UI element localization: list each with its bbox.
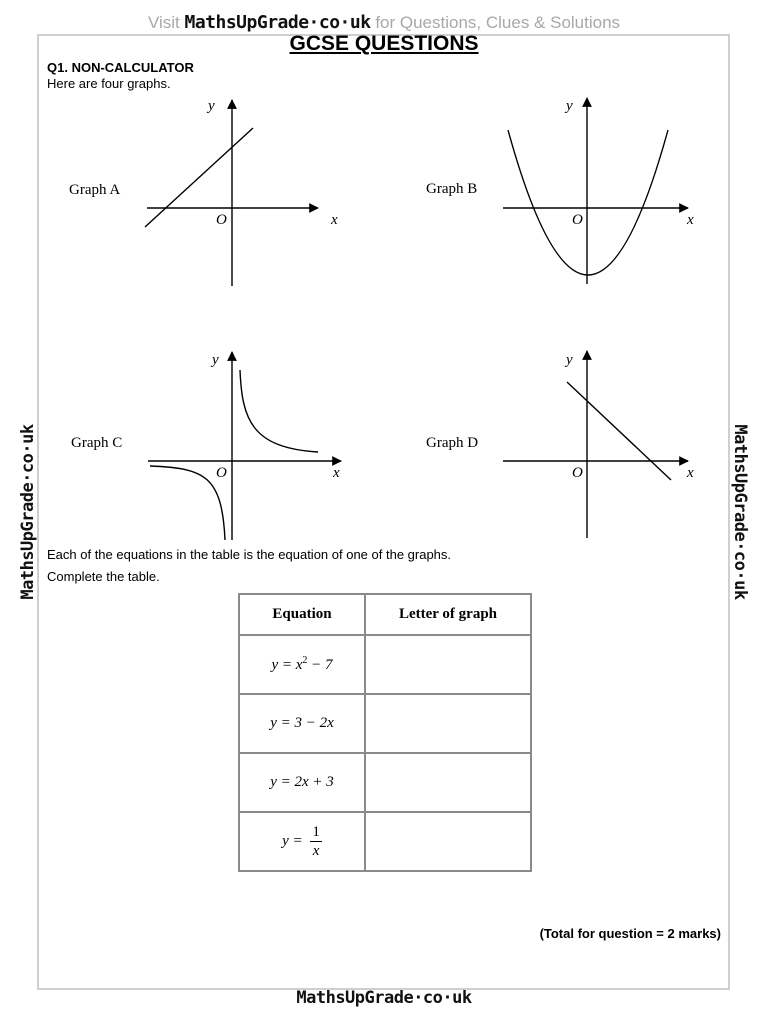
graph-c-curve-lower bbox=[150, 466, 225, 540]
answer-cell[interactable] bbox=[365, 812, 531, 871]
equation-cell: y = 3 − 2x bbox=[239, 694, 365, 753]
question-heading: Q1. NON-CALCULATOR bbox=[47, 60, 194, 75]
graph-d-origin: O bbox=[572, 465, 583, 481]
table-row bbox=[239, 694, 531, 753]
graph-c-label: Graph C bbox=[71, 435, 123, 451]
question-intro: Here are four graphs. bbox=[47, 76, 171, 91]
graph-a-x-label: x bbox=[331, 212, 338, 228]
banner-brand-logo: MathsUpGrade·co·uk bbox=[184, 12, 371, 33]
fraction bbox=[310, 823, 322, 860]
watermark-right: MathsUpGrade·co·uk bbox=[730, 424, 750, 600]
banner-tagline: for Questions, Clues & Solutions bbox=[375, 13, 621, 32]
instruction-line-2: Complete the table. bbox=[47, 569, 160, 584]
graph-b-origin: O bbox=[572, 212, 583, 228]
graph-b-label: Graph B bbox=[426, 181, 478, 197]
watermark-left: MathsUpGrade·co·uk bbox=[18, 424, 38, 600]
graph-c bbox=[71, 352, 341, 540]
equation-part: − 7 bbox=[307, 657, 333, 673]
graph-b-y-label: y bbox=[566, 98, 573, 114]
graph-a-y-label: y bbox=[208, 98, 215, 114]
answer-cell[interactable] bbox=[365, 635, 531, 694]
total-marks: (Total for question = 2 marks) bbox=[539, 926, 721, 941]
header-letter-of-graph: Letter of graph bbox=[365, 594, 531, 635]
graph-b-x-label: x bbox=[687, 212, 694, 228]
table-header-row bbox=[239, 594, 531, 635]
graph-d-x-label: x bbox=[687, 465, 694, 481]
answer-cell[interactable] bbox=[365, 694, 531, 753]
footer-brand-logo: MathsUpGrade·co·uk bbox=[296, 988, 472, 1008]
fraction-numerator: 1 bbox=[312, 824, 320, 840]
table-row bbox=[239, 753, 531, 812]
graph-a-label: Graph A bbox=[69, 182, 121, 198]
graph-d bbox=[426, 351, 694, 538]
graph-d-label: Graph D bbox=[426, 435, 479, 451]
page-title: GCSE QUESTIONS bbox=[289, 32, 479, 55]
graph-d-y-label: y bbox=[566, 352, 573, 368]
graph-b bbox=[426, 98, 694, 284]
equation-cell bbox=[239, 812, 365, 871]
equation-table bbox=[238, 593, 532, 872]
graph-c-origin: O bbox=[216, 465, 227, 481]
graph-a-origin: O bbox=[216, 212, 227, 228]
instruction-line-1: Each of the equations in the table is the equation of one of the graphs. bbox=[47, 547, 452, 562]
table-row bbox=[239, 635, 531, 694]
equation-exponent: 2 bbox=[302, 655, 308, 666]
equation-cell: y = 2x + 3 bbox=[239, 753, 365, 812]
graph-b-curve bbox=[508, 130, 668, 275]
graph-c-curve-upper bbox=[240, 370, 318, 452]
header-equation: Equation bbox=[239, 594, 365, 635]
answer-cell[interactable] bbox=[365, 753, 531, 812]
graph-a bbox=[69, 98, 338, 286]
equation-part: y = x bbox=[271, 657, 303, 673]
equation-cell bbox=[239, 635, 365, 694]
equation-part: y = bbox=[282, 833, 303, 849]
graph-a-line bbox=[145, 128, 253, 227]
graph-c-y-label: y bbox=[212, 352, 219, 368]
banner-visit-text: Visit bbox=[147, 13, 180, 32]
fraction-denominator: x bbox=[312, 843, 320, 859]
graph-c-x-label: x bbox=[333, 465, 340, 481]
table-row bbox=[239, 812, 531, 871]
